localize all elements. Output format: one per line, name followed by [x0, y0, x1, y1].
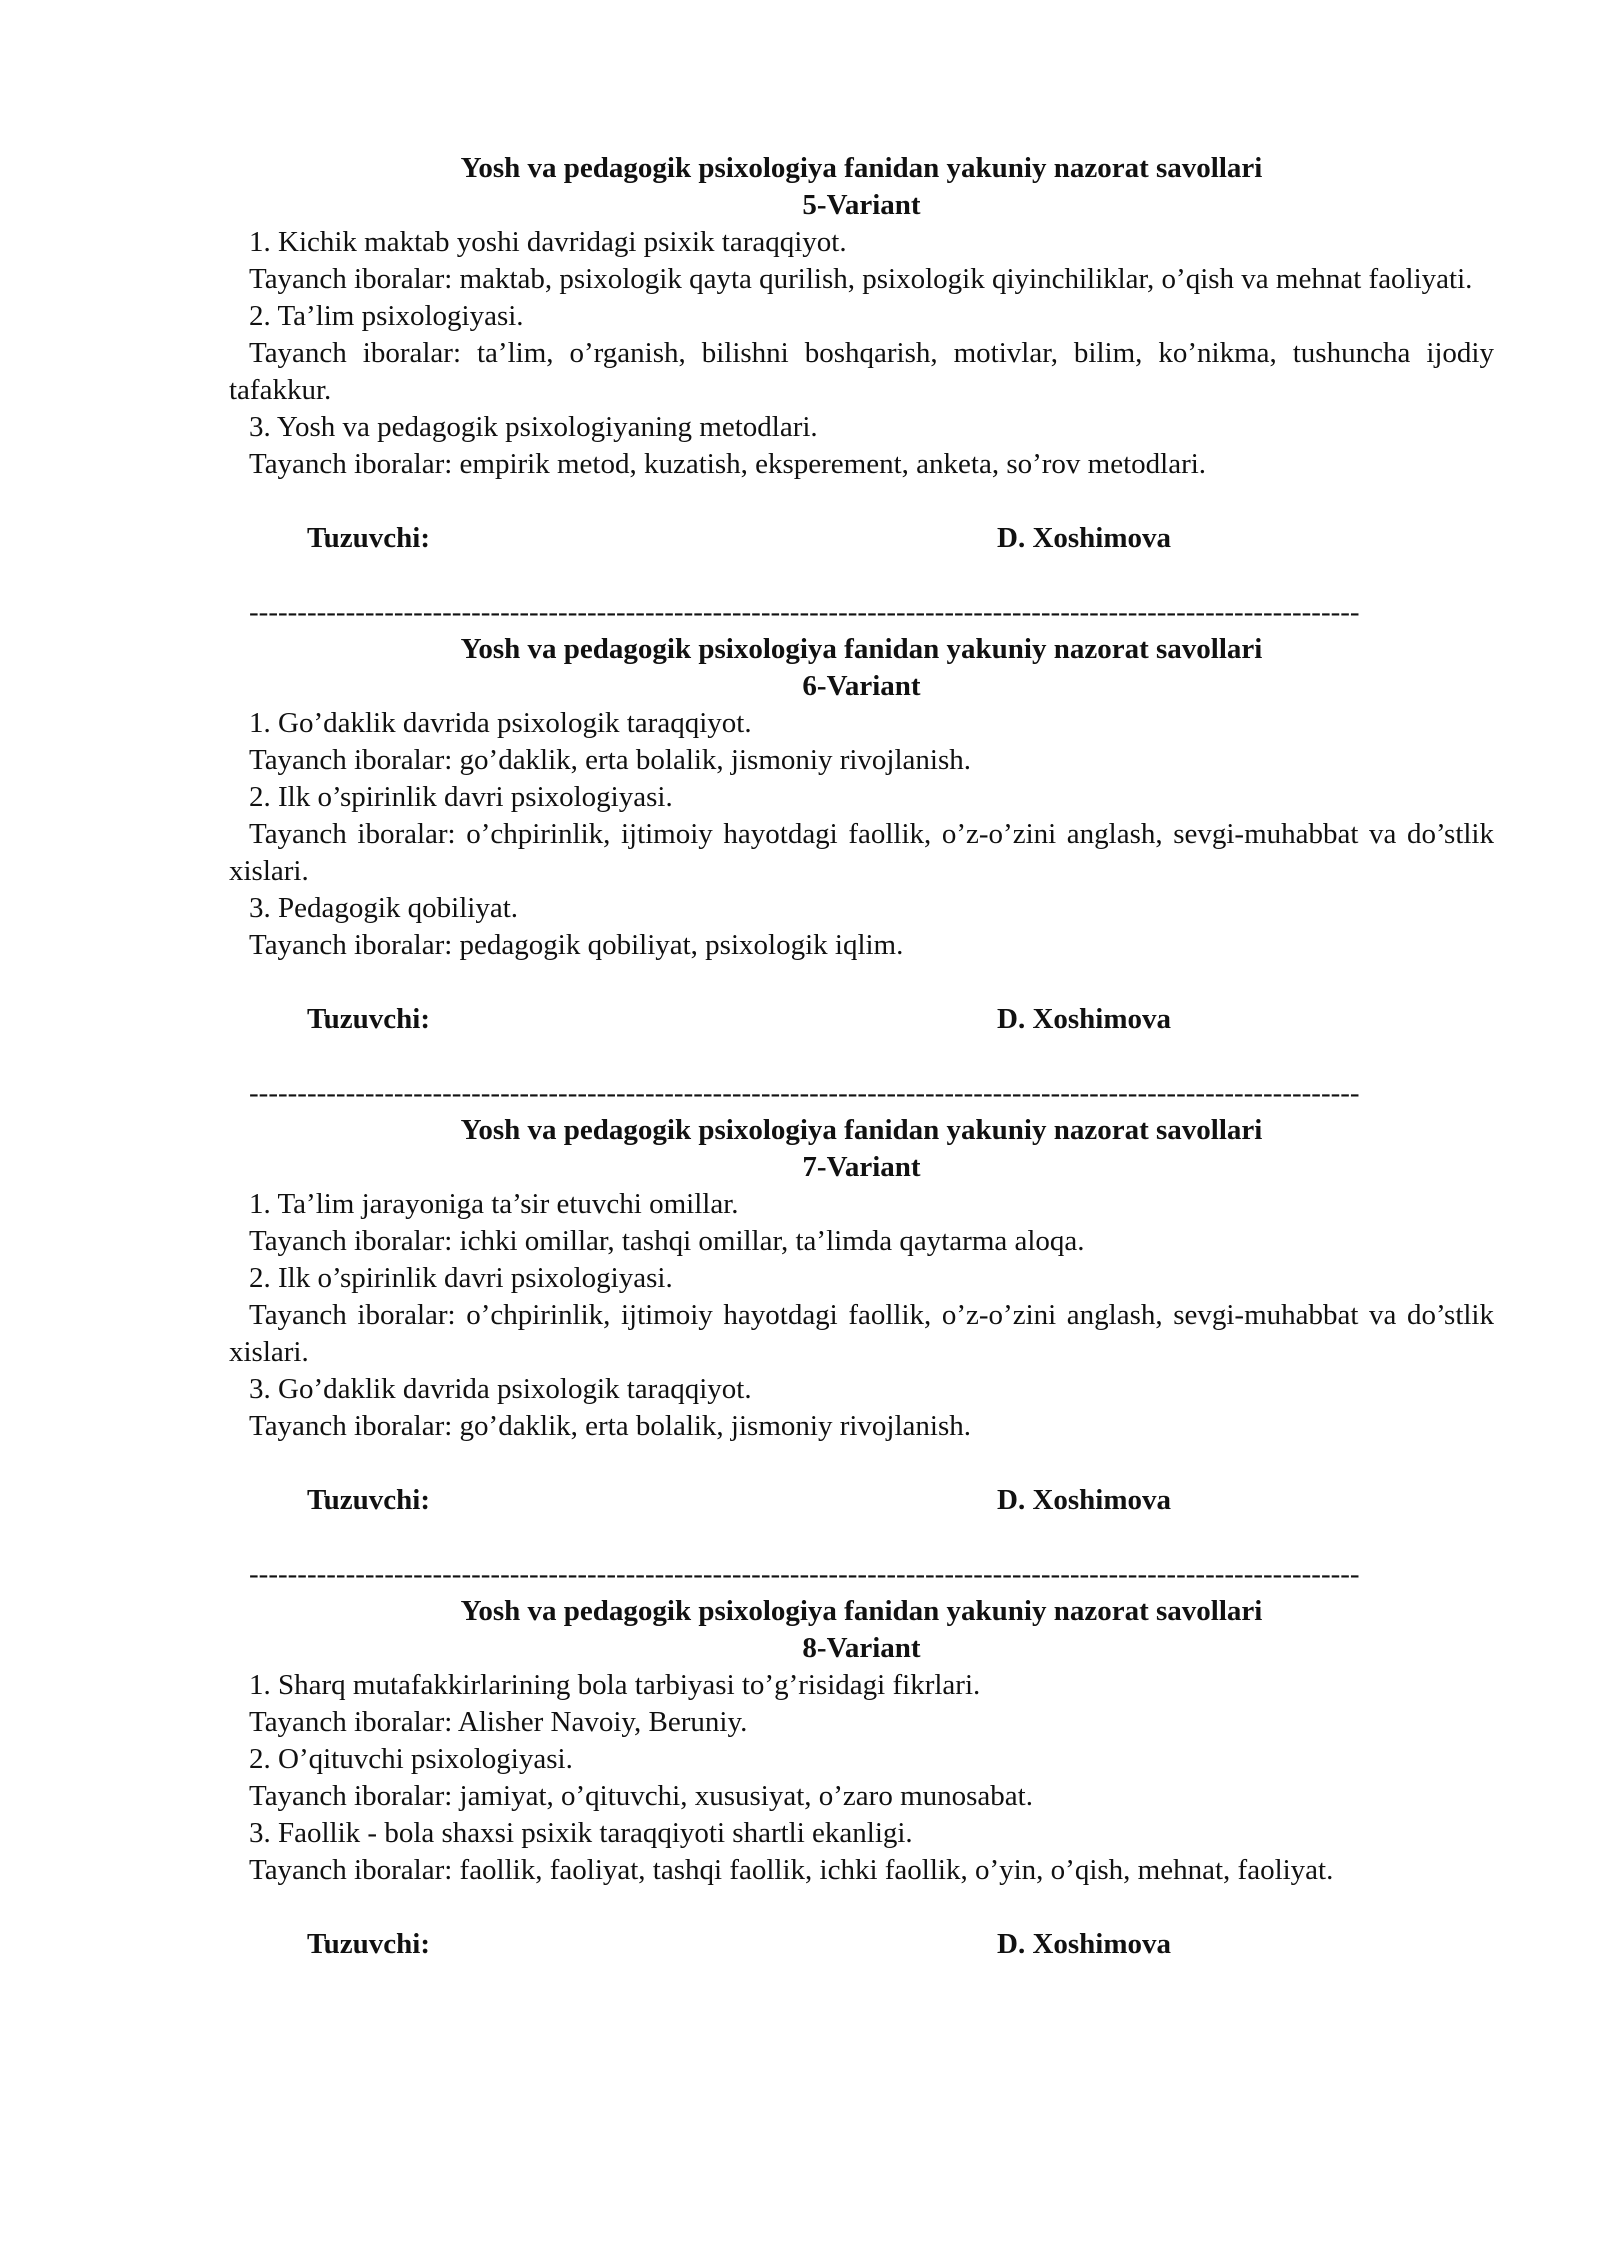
- question-2: 2. Ilk o’spirinlik davri psixologiyasi.: [249, 781, 673, 813]
- keywords-3: Tayanch iboralar: faollik, faoliyat, tashqi faollik, ichki faollik, o’yin, o’qish, mehnat, faoliyat.: [249, 1854, 1334, 1886]
- signature-row: [229, 520, 1494, 557]
- question-1: 1. Ta’lim jarayoniga ta’sir etuvchi omillar.: [249, 1188, 739, 1220]
- document-page: [229, 150, 1494, 1963]
- question-3: 3. Yosh va pedagogik psixologiyaning metodlari.: [249, 411, 818, 443]
- keywords-3: Tayanch iboralar: pedagogik qobiliyat, psixologik iqlim.: [249, 929, 904, 961]
- exam-title: Yosh va pedagogik psixologiya fanidan yakuniy nazorat savollari: [460, 1114, 1263, 1146]
- question-3: 3. Go’daklik davrida psixologik taraqqiyot.: [249, 1373, 752, 1405]
- question-3: 3. Pedagogik qobiliyat.: [249, 892, 519, 924]
- question-2: 2. Ilk o’spirinlik davri psixologiyasi.: [249, 1262, 673, 1294]
- signature-row: [229, 1926, 1494, 1963]
- question-1: 1. Kichik maktab yoshi davridagi psixik taraqqiyot.: [249, 226, 847, 258]
- variant-block-6: [229, 631, 1494, 1038]
- signature-name: D. Xoshimova: [997, 1928, 1172, 1960]
- variant-block-7: [229, 1112, 1494, 1519]
- variant-heading: 6-Variant: [802, 670, 921, 702]
- keywords-1: Tayanch iboralar: ichki omillar, tashqi omillar, ta’limda qaytarma aloqa.: [249, 1225, 1085, 1257]
- signature-label: Tuzuvchi:: [307, 1003, 431, 1035]
- question-3: 3. Faollik - bola shaxsi psixik taraqqiyoti shartli ekanligi.: [249, 1817, 913, 1849]
- question-2: 2. Ta’lim psixologiyasi.: [249, 300, 524, 332]
- signature-label: Tuzuvchi:: [307, 1484, 431, 1516]
- keywords-1: Tayanch iboralar: go’daklik, erta bolalik, jismoniy rivojlanish.: [249, 744, 971, 776]
- signature-label: Tuzuvchi:: [307, 522, 431, 554]
- dashed-separator: -------------------------------------------------------------------------------------------------------------------: [249, 596, 1360, 628]
- keywords-2: Tayanch iboralar: o’chpirinlik, ijtimoiy hayotdagi faollik, o’z-o’zini anglash, sevgi-muhabbat va do’stlik xislari.: [229, 1299, 1494, 1368]
- signature-name: D. Xoshimova: [997, 1003, 1172, 1035]
- signature-name: D. Xoshimova: [997, 522, 1172, 554]
- exam-title: Yosh va pedagogik psixologiya fanidan yakuniy nazorat savollari: [460, 633, 1263, 665]
- keywords-3: Tayanch iboralar: empirik metod, kuzatish, eksperement, anketa, so’rov metodlari.: [249, 448, 1207, 480]
- signature-name: D. Xoshimova: [997, 1484, 1172, 1516]
- question-1: 1. Go’daklik davrida psixologik taraqqiyot.: [249, 707, 752, 739]
- dashed-separator: -------------------------------------------------------------------------------------------------------------------: [249, 1558, 1360, 1590]
- variant-heading: 5-Variant: [802, 189, 921, 221]
- keywords-2: Tayanch iboralar: ta’lim, o’rganish, bilishni boshqarish, motivlar, bilim, ko’nikma, tushuncha ijodiy tafakkur.: [229, 337, 1494, 406]
- question-1: 1. Sharq mutafakkirlarining bola tarbiyasi to’g’risidagi fikrlari.: [249, 1669, 981, 1701]
- keywords-2: Tayanch iboralar: jamiyat, o’qituvchi, xususiyat, o’zaro munosabat.: [249, 1780, 1033, 1812]
- exam-title: Yosh va pedagogik psixologiya fanidan yakuniy nazorat savollari: [460, 152, 1263, 184]
- variant-heading: 7-Variant: [802, 1151, 921, 1183]
- signature-row: [229, 1482, 1494, 1519]
- keywords-1: Tayanch iboralar: Alisher Navoiy, Beruniy.: [249, 1706, 748, 1738]
- question-2: 2. O’qituvchi psixologiyasi.: [249, 1743, 573, 1775]
- signature-row: [229, 1001, 1494, 1038]
- signature-label: Tuzuvchi:: [307, 1928, 431, 1960]
- dashed-separator: -------------------------------------------------------------------------------------------------------------------: [249, 1077, 1360, 1109]
- keywords-2: Tayanch iboralar: o’chpirinlik, ijtimoiy hayotdagi faollik, o’z-o’zini anglash, sevgi-muhabbat va do’stlik xislari.: [229, 818, 1494, 887]
- keywords-3: Tayanch iboralar: go’daklik, erta bolalik, jismoniy rivojlanish.: [249, 1410, 971, 1442]
- keywords-1: Tayanch iboralar: maktab, psixologik qayta qurilish, psixologik qiyinchiliklar, o’qish va mehnat faoliyati.: [249, 263, 1473, 295]
- variant-heading: 8-Variant: [802, 1632, 921, 1664]
- variant-block-5: [229, 150, 1494, 557]
- variant-block-8: [229, 1593, 1494, 1963]
- exam-title: Yosh va pedagogik psixologiya fanidan yakuniy nazorat savollari: [460, 1595, 1263, 1627]
